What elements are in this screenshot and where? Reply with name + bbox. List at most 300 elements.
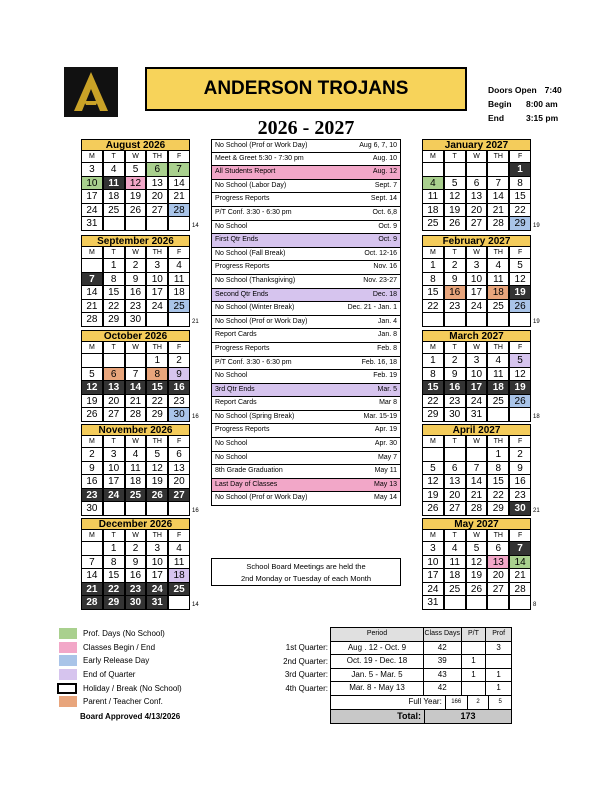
week-row [81, 448, 190, 462]
day-cell: 30 [125, 596, 147, 610]
hours-value: 8:00 am [526, 99, 558, 109]
event-row [211, 397, 401, 411]
day-cell: 10 [466, 273, 488, 287]
weekday-label: T [103, 530, 125, 542]
quarter-period: Oct. 19 - Dec. 18 [331, 655, 424, 668]
day-cell: 3 [422, 542, 444, 556]
event-name: Progress Reports [215, 195, 270, 203]
event-name: No School (Prof or Work Day) [215, 317, 308, 325]
quarter-pt [462, 682, 487, 695]
day-cell: 8 [487, 462, 509, 476]
col-prof: Prof [486, 628, 511, 641]
day-cell: 27 [103, 408, 125, 422]
quarter-period: Jan. 5 - Mar. 5 [331, 669, 424, 682]
quarter-row [331, 669, 511, 683]
event-name: 8th Grade Graduation [215, 467, 283, 475]
day-cell: 19 [509, 381, 531, 395]
day-cell: 25 [444, 583, 466, 597]
month-day-count: 16 [192, 508, 199, 514]
day-cell: 12 [509, 368, 531, 382]
weekday-label: F [509, 342, 531, 354]
event-name: Last Day of Classes [215, 480, 278, 488]
day-cell: 31 [146, 596, 168, 610]
quarter-pt: 1 [462, 669, 487, 682]
event-row [211, 479, 401, 493]
quarter-row [331, 642, 511, 656]
event-date: Dec. 18 [372, 290, 397, 298]
week-row [81, 502, 190, 516]
event-date: Mar. 15-19 [363, 412, 397, 420]
week-row [422, 177, 531, 191]
month-calendar [422, 518, 531, 610]
event-row [211, 329, 401, 343]
day-cell: 12 [146, 462, 168, 476]
week-row [81, 273, 190, 287]
day-cell [422, 313, 444, 327]
week-row [81, 177, 190, 191]
legend-swatch [59, 669, 77, 680]
weekday-label: TH [487, 247, 509, 259]
weekday-label: M [81, 247, 103, 259]
day-cell: 30 [168, 408, 190, 422]
weekday-header [81, 247, 190, 259]
weekday-label: W [466, 247, 488, 259]
month-day-count: 14 [192, 602, 199, 608]
event-name: Report Cards [215, 399, 257, 407]
week-row [422, 408, 531, 422]
week-row [422, 381, 531, 395]
week-row [81, 462, 190, 476]
day-cell: 15 [509, 190, 531, 204]
event-row [211, 234, 401, 248]
weekday-label: T [444, 436, 466, 448]
day-cell: 3 [466, 259, 488, 273]
week-row [422, 542, 531, 556]
weekday-header [81, 530, 190, 542]
month-calendar [81, 139, 190, 231]
day-cell: 22 [103, 583, 125, 597]
hours-label: Begin [488, 99, 512, 109]
week-row [422, 163, 531, 177]
day-cell: 29 [103, 596, 125, 610]
week-row [81, 596, 190, 610]
day-cell: 26 [81, 408, 103, 422]
quarter-table [330, 627, 512, 724]
week-row [422, 190, 531, 204]
day-cell: 9 [444, 368, 466, 382]
day-cell: 7 [509, 542, 531, 556]
event-name: No School [215, 222, 248, 230]
week-row [81, 313, 190, 327]
day-cell: 7 [168, 163, 190, 177]
day-cell: 19 [125, 190, 147, 204]
day-cell: 27 [487, 583, 509, 597]
event-row [211, 153, 401, 167]
event-row [211, 261, 401, 275]
event-row [211, 357, 401, 371]
day-cell: 14 [81, 286, 103, 300]
event-date: Apr. 19 [374, 426, 397, 434]
month-title: May 2027 [422, 518, 531, 530]
day-cell: 15 [422, 381, 444, 395]
day-cell: 1 [422, 354, 444, 368]
day-cell: 1 [103, 542, 125, 556]
day-cell: 30 [444, 408, 466, 422]
day-cell: 20 [168, 475, 190, 489]
hours-label: End [488, 113, 505, 123]
day-cell: 19 [146, 475, 168, 489]
weekday-label: T [103, 342, 125, 354]
day-cell: 9 [125, 273, 147, 287]
day-cell: 10 [146, 556, 168, 570]
day-cell: 18 [103, 190, 125, 204]
weekday-label: M [81, 436, 103, 448]
day-cell: 8 [103, 556, 125, 570]
day-cell: 11 [168, 273, 190, 287]
event-row [211, 424, 401, 438]
day-cell [444, 596, 466, 610]
weekday-label: F [509, 530, 531, 542]
day-cell: 3 [81, 163, 103, 177]
day-cell: 13 [444, 475, 466, 489]
weekday-label: T [103, 436, 125, 448]
weekday-label: W [125, 436, 147, 448]
legend-label: Prof. Days (No School) [83, 629, 165, 639]
day-cell: 4 [444, 542, 466, 556]
weekday-label: W [466, 436, 488, 448]
day-cell: 23 [125, 300, 147, 314]
event-row [211, 248, 401, 262]
event-name: Progress Reports [215, 263, 270, 271]
week-row [81, 569, 190, 583]
quarter-row [331, 682, 511, 696]
weekday-label: TH [487, 342, 509, 354]
event-row [211, 166, 401, 180]
event-date: May 11 [374, 467, 397, 475]
day-cell [466, 163, 488, 177]
weekday-label: F [168, 530, 190, 542]
day-cell: 23 [168, 395, 190, 409]
week-row [81, 368, 190, 382]
week-row [81, 286, 190, 300]
day-cell: 28 [125, 408, 147, 422]
day-cell: 2 [444, 259, 466, 273]
day-cell: 23 [444, 395, 466, 409]
board-note-line: 2nd Monday or Tuesday of each Month [240, 574, 372, 583]
day-cell [487, 596, 509, 610]
day-cell: 21 [487, 204, 509, 218]
day-cell: 7 [466, 462, 488, 476]
day-cell: 28 [81, 596, 103, 610]
day-cell: 25 [487, 300, 509, 314]
col-period: Period [331, 628, 424, 641]
weekday-label: M [422, 247, 444, 259]
day-cell: 31 [466, 408, 488, 422]
day-cell [444, 448, 466, 462]
month-title: August 2026 [81, 139, 190, 151]
quarter-class-days: 39 [424, 655, 462, 668]
day-cell: 19 [466, 569, 488, 583]
day-cell: 14 [168, 177, 190, 191]
week-row [422, 354, 531, 368]
month-title: September 2026 [81, 235, 190, 247]
event-date: Oct. 12-16 [364, 249, 397, 257]
events-list [211, 139, 401, 506]
day-cell: 17 [146, 569, 168, 583]
day-cell: 17 [146, 286, 168, 300]
event-date: Jan. 8 [377, 331, 397, 339]
day-cell [146, 217, 168, 231]
event-name: No School (Prof or Work Day) [215, 494, 308, 502]
quarter-row [331, 655, 511, 669]
event-date: Oct. 9 [378, 236, 397, 244]
day-cell: 19 [422, 489, 444, 503]
day-cell: 1 [146, 354, 168, 368]
day-cell: 14 [487, 190, 509, 204]
day-cell: 8 [422, 368, 444, 382]
day-cell: 18 [487, 381, 509, 395]
day-cell: 28 [168, 204, 190, 218]
day-cell: 26 [422, 502, 444, 516]
day-cell: 21 [81, 583, 103, 597]
week-row [422, 259, 531, 273]
day-cell: 10 [146, 273, 168, 287]
board-meeting-note [211, 558, 401, 586]
quarter-labels [270, 641, 328, 695]
day-cell: 2 [125, 259, 147, 273]
weekday-label: M [81, 151, 103, 163]
day-cell: 11 [487, 273, 509, 287]
event-name: No School (Fall Break) [215, 249, 286, 257]
quarter-period: Aug . 12 - Oct. 9 [331, 642, 424, 655]
day-cell: 27 [444, 502, 466, 516]
month-title: November 2026 [81, 424, 190, 436]
board-note-line: School Board Meetings are held the [246, 562, 366, 571]
event-date: Aug 6, 7, 10 [359, 142, 397, 149]
week-row [422, 583, 531, 597]
day-cell: 6 [146, 163, 168, 177]
day-cell: 23 [509, 489, 531, 503]
day-cell: 17 [466, 286, 488, 300]
quarter-pt [462, 642, 487, 655]
day-cell: 2 [444, 354, 466, 368]
day-cell: 2 [125, 542, 147, 556]
weekday-label: TH [487, 151, 509, 163]
week-row [81, 489, 190, 503]
day-cell: 21 [81, 300, 103, 314]
day-cell: 25 [125, 489, 147, 503]
week-row [81, 542, 190, 556]
day-cell: 28 [509, 583, 531, 597]
day-cell [422, 163, 444, 177]
day-cell: 10 [422, 556, 444, 570]
day-cell: 14 [466, 475, 488, 489]
day-cell: 22 [103, 300, 125, 314]
day-cell: 14 [81, 569, 103, 583]
event-date: Aug. 12 [372, 168, 397, 176]
day-cell [146, 313, 168, 327]
day-cell: 11 [125, 462, 147, 476]
event-name: No School (Thanksgiving) [215, 276, 296, 284]
weekday-label: T [444, 342, 466, 354]
event-row [211, 207, 401, 221]
week-row [422, 475, 531, 489]
full-year-row [331, 696, 511, 710]
event-row [211, 302, 401, 316]
day-cell [509, 408, 531, 422]
day-cell: 3 [103, 448, 125, 462]
month-title: February 2027 [422, 235, 531, 247]
day-cell: 5 [444, 177, 466, 191]
day-cell: 21 [509, 569, 531, 583]
weekday-header [422, 151, 531, 163]
day-cell: 11 [487, 368, 509, 382]
day-cell: 13 [487, 556, 509, 570]
event-name: No School [215, 372, 248, 380]
event-date: Feb. 8 [377, 344, 397, 352]
day-cell: 12 [444, 190, 466, 204]
day-cell [487, 163, 509, 177]
month-calendar [81, 235, 190, 327]
day-cell: 18 [487, 286, 509, 300]
day-cell: 10 [81, 177, 103, 191]
day-cell [168, 313, 190, 327]
weekday-label: M [422, 151, 444, 163]
month-day-count: 21 [533, 508, 540, 514]
week-row [422, 273, 531, 287]
week-row [422, 368, 531, 382]
day-cell: 22 [509, 204, 531, 218]
legend [59, 627, 182, 709]
weekday-label: W [466, 342, 488, 354]
week-row [81, 259, 190, 273]
quarter-period: Mar. 8 - May 13 [331, 682, 424, 695]
month-day-count: 8 [533, 602, 537, 608]
day-cell [168, 502, 190, 516]
month-title: January 2027 [422, 139, 531, 151]
event-date: Mar. 5 [377, 385, 397, 393]
day-cell: 4 [487, 259, 509, 273]
day-cell: 24 [146, 583, 168, 597]
day-cell: 11 [444, 556, 466, 570]
week-row [81, 354, 190, 368]
day-cell: 30 [125, 313, 147, 327]
weekday-label: TH [146, 247, 168, 259]
weekday-label: W [125, 530, 147, 542]
weekday-label: F [168, 151, 190, 163]
day-cell [81, 542, 103, 556]
day-cell: 26 [509, 300, 531, 314]
week-row [422, 569, 531, 583]
event-name: Report Cards [215, 331, 257, 339]
day-cell: 4 [487, 354, 509, 368]
month-calendar [422, 330, 531, 422]
day-cell: 3 [146, 259, 168, 273]
weekday-label: F [509, 247, 531, 259]
hours-value: 7:40 [544, 85, 562, 95]
week-row [422, 217, 531, 231]
day-cell: 28 [466, 502, 488, 516]
weekday-label: F [509, 436, 531, 448]
day-cell: 12 [125, 177, 147, 191]
day-cell: 29 [146, 408, 168, 422]
day-cell: 16 [509, 475, 531, 489]
day-cell: 22 [422, 395, 444, 409]
weekday-label: TH [146, 342, 168, 354]
day-cell: 16 [125, 286, 147, 300]
day-cell [125, 354, 147, 368]
weekday-label: T [103, 151, 125, 163]
day-cell: 8 [146, 368, 168, 382]
day-cell: 29 [422, 408, 444, 422]
month-title: December 2026 [81, 518, 190, 530]
day-cell: 6 [487, 542, 509, 556]
day-cell: 23 [125, 583, 147, 597]
event-name: First Qtr Ends [215, 236, 259, 244]
weekday-label: TH [146, 530, 168, 542]
month-day-count: 18 [533, 414, 540, 420]
day-cell: 26 [444, 217, 466, 231]
total-label: Total: [331, 710, 425, 724]
day-cell: 28 [81, 313, 103, 327]
day-cell: 21 [466, 489, 488, 503]
day-cell: 3 [146, 542, 168, 556]
quarter-label: 4th Quarter: [285, 683, 328, 693]
event-row [211, 411, 401, 425]
day-cell: 5 [509, 354, 531, 368]
day-cell: 20 [103, 395, 125, 409]
day-cell: 31 [422, 596, 444, 610]
legend-swatch [57, 683, 77, 694]
day-cell: 25 [103, 204, 125, 218]
event-date: May 7 [377, 453, 397, 461]
legend-label: Holiday / Break (No School) [83, 683, 182, 693]
event-name: No School [215, 453, 248, 461]
month-calendar [422, 424, 531, 516]
weekday-label: TH [487, 436, 509, 448]
event-name: 3rd Qtr Ends [215, 385, 255, 393]
day-cell: 21 [168, 190, 190, 204]
week-row [422, 286, 531, 300]
week-row [422, 556, 531, 570]
event-name: No School [215, 440, 248, 448]
day-cell: 11 [103, 177, 125, 191]
week-row [422, 448, 531, 462]
month-calendar [81, 424, 190, 516]
quarter-prof: 1 [496, 669, 501, 679]
weekday-label: M [81, 530, 103, 542]
month-title: April 2027 [422, 424, 531, 436]
weekday-label: F [509, 151, 531, 163]
week-row [422, 462, 531, 476]
day-cell: 6 [168, 448, 190, 462]
day-cell: 18 [444, 569, 466, 583]
event-row [211, 139, 401, 153]
day-cell: 29 [103, 313, 125, 327]
day-cell: 5 [146, 448, 168, 462]
event-date: Jan. 4 [377, 317, 397, 325]
day-cell: 19 [444, 204, 466, 218]
day-cell: 9 [509, 462, 531, 476]
day-cell: 20 [487, 569, 509, 583]
event-date: Feb. 19 [373, 372, 397, 380]
weekday-label: TH [146, 151, 168, 163]
day-cell: 8 [103, 273, 125, 287]
day-cell: 2 [168, 354, 190, 368]
week-row [81, 190, 190, 204]
event-row [211, 193, 401, 207]
day-cell: 24 [422, 583, 444, 597]
